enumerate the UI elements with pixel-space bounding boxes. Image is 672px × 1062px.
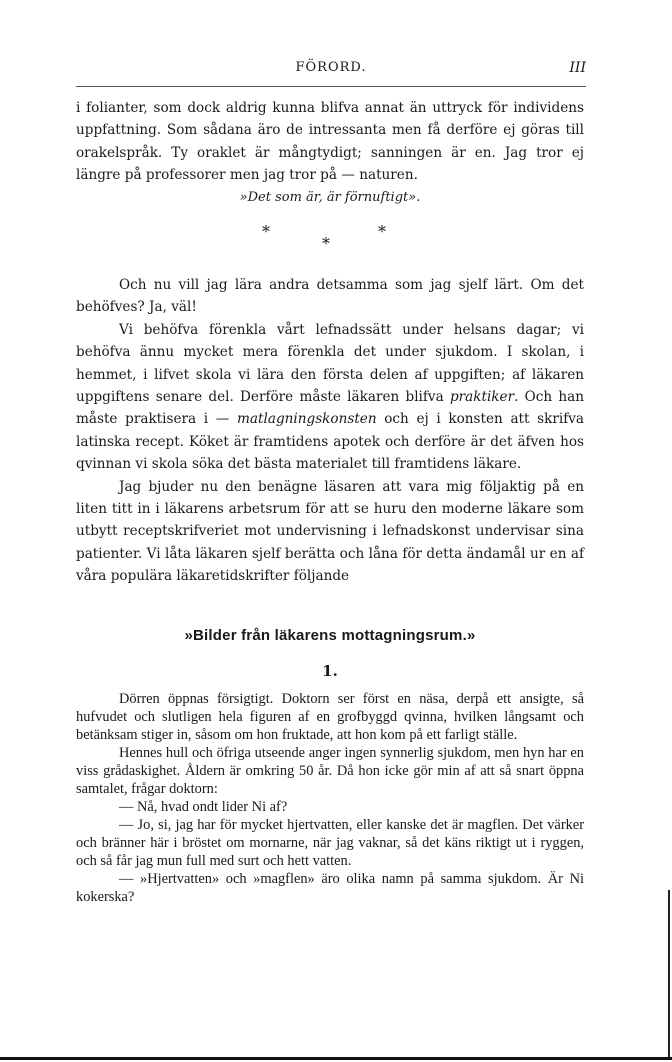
article-paragraph-1: Dörren öppnas försigtigt. Doktorn ser först en näsa, derpå ett ansigte, så hufvudet och slutligen hela figuren af en grofbyggd qvinna, hvilken långsamt och betänksam stiger in, såsom om hon fruktade, att hon kom på ett farligt ställe. <box>76 691 584 743</box>
paragraph-1: Och nu vill jag lära andra detsamma som jag sjelf lärt. Om det behöfves? Ja, väl! <box>76 277 584 316</box>
article-paragraph-2: Hennes hull och öfriga utseende anger ingen synnerlig sjukdom, men hyn har en viss grådaskighet. Åldern är omkring 50 år. Då hon icke gör min af att så snart öppna samtalet, frågar doktorn: <box>76 745 584 797</box>
chapter-number: 1. <box>322 662 338 680</box>
section-break-asterisks <box>0 222 672 262</box>
preface-continuation <box>76 97 584 209</box>
asterisk-right: * <box>378 222 386 241</box>
emphasis-praktiker: praktiker <box>449 389 515 406</box>
running-header <box>76 60 586 80</box>
paragraph-2 <box>76 319 584 476</box>
dialog-line-2: — Jo, si, jag har för mycket hjertvatten, eller kanske det är magflen. Det värker och bränner här i bröstet om mornarne, när jag vaknar, så det käns riktigt ut i ryggen, och så får jag mun full med surt och hett vatten. <box>76 817 584 869</box>
quote-line: »Det som är, är förnuftigt». <box>239 189 421 205</box>
emphasis-matlagningskonsten: matlagningskonsten <box>237 411 377 428</box>
dialog-line-1: — Nå, hvad ondt lider Ni af? <box>119 799 288 815</box>
asterisk-left: * <box>262 222 270 241</box>
paragraph-3: Jag bjuder nu den benägne läsaren att vara mig följaktig på en liten titt in i läkarens arbetsrum för att se huru den moderne läkare som utbytt receptskrifveriet mot undervisning i lefnadskonst undervisar sina patienter. Vi låta läkaren sjelf berätta och låna för detta ändamål ur en af våra populära läkaretidskrifter följande <box>76 478 584 585</box>
paragraph-2-part-a: Vi behöfva förenkla vårt lefnadssätt under helsans dagar; vi behöfva ännu mycket mera förenkla det under sjukdom. I skolan, i hemmet, i lifvet skola vi lära den första delen af uppgiften; af läkaren uppgiftens senare del. Derföre måste läkaren blifva <box>76 321 584 406</box>
preface-paragraph: i folianter, som dock aldrig kunna blifva annat än uttryck för individens uppfattning. Som sådana äro de intressanta men få derföre ej göras till orakelspråk. Ty oraklet är mångtydigt; sanningen är en. Jag tror ej längre på professorer men jag tror på — naturen. <box>76 100 584 184</box>
header-title: FÖRORD. <box>295 60 367 75</box>
dialog-line-3: — »Hjertvatten» och »magflen» äro olika namn på samma sjukdom. Är Ni kokerska? <box>76 871 584 905</box>
scan-edge-right <box>668 890 670 1060</box>
preface-section-two <box>76 274 584 588</box>
scan-edge-bottom <box>0 1057 672 1060</box>
asterisk-middle: * <box>322 234 330 253</box>
article-body <box>76 690 584 906</box>
paragraph-2-part-c: och ej i konsten att skrifva latinska recept. Köket är framtidens apotek och derföre är det äfven hos qvinnan vi skola söka det bästa materialet till framtidens läkare. <box>76 411 585 473</box>
article-heading: »Bilder från läkarens mottagningsrum.» <box>184 627 476 644</box>
page-number: III <box>569 60 586 76</box>
header-rule <box>76 86 586 87</box>
paragraph-2-part-b: . Och han måste praktisera i — <box>76 389 585 428</box>
